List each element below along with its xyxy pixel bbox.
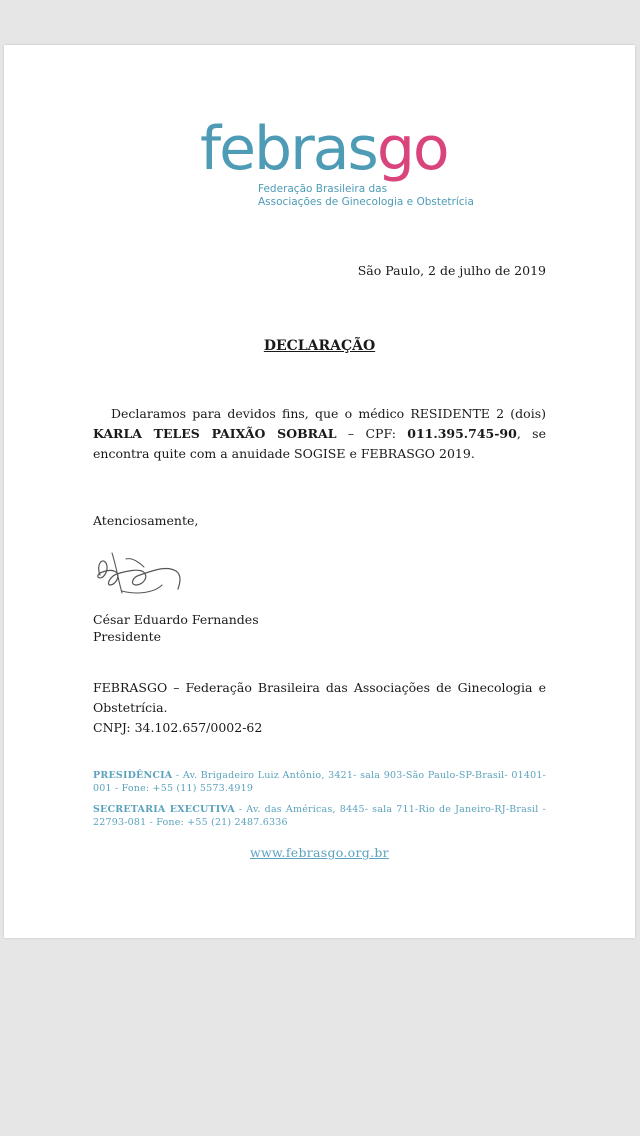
document-date: São Paulo, 2 de julho de 2019 [357, 263, 546, 278]
logo-subtitle [258, 183, 474, 209]
body-part2: – CPF: [336, 426, 408, 441]
footer-secretaria [93, 803, 546, 829]
body-part1: Declaramos para devidos fins, que o médico RESIDENTE 2 (dois) [111, 406, 546, 421]
logo-wordmark-go: go [376, 114, 448, 184]
logo-wordmark-febras: febras [200, 114, 377, 184]
febrasgo-logo [200, 114, 474, 217]
declaration-body [93, 404, 546, 464]
body-part3: , se encontra quite com a anuidade SOGISE e FEBRASGO 2019. [93, 426, 546, 461]
logo-wordmark [200, 113, 448, 185]
organization-block [93, 678, 546, 738]
signer-name: César Eduardo Fernandes [93, 612, 259, 627]
resident-cpf: 011.395.745-90 [407, 426, 517, 441]
document-title: DECLARAÇÃO [263, 338, 376, 354]
secretaria-address: - Av. das Américas, 8445- sala 711-Rio de Janeiro-RJ-Brasil - 22793-081 - Fone: +55 (21) 2487.6336 [93, 804, 546, 828]
closing: Atenciosamente, [93, 513, 199, 528]
presidencia-label: PRESIDÊNCIA [93, 770, 173, 781]
logo-subtitle-line1: Federação Brasileira das [258, 183, 388, 195]
footer-presidencia [93, 769, 546, 795]
organization-cnpj: CNPJ: 34.102.657/0002-62 [93, 720, 263, 735]
signer-role: Presidente [93, 629, 162, 644]
logo-subtitle-line2: Associações de Ginecologia e Obstetrícia [258, 196, 474, 208]
organization-name: FEBRASGO – Federação Brasileira das Associações de Ginecologia e Obstetrícia. [93, 680, 546, 715]
signer-block [93, 611, 259, 645]
signature-image [92, 545, 184, 599]
website-link[interactable]: www.febrasgo.org.br [250, 845, 389, 860]
document-page [4, 45, 635, 938]
resident-name: KARLA TELES PAIXÃO SOBRAL [93, 426, 337, 441]
presidencia-address: - Av. Brigadeiro Luiz Antônio, 3421- sala 903-São Paulo-SP-Brasil- 01401-001 - Fone: +55 (11) 5573.4919 [93, 770, 546, 794]
secretaria-label: SECRETARIA EXECUTIVA [93, 804, 235, 815]
